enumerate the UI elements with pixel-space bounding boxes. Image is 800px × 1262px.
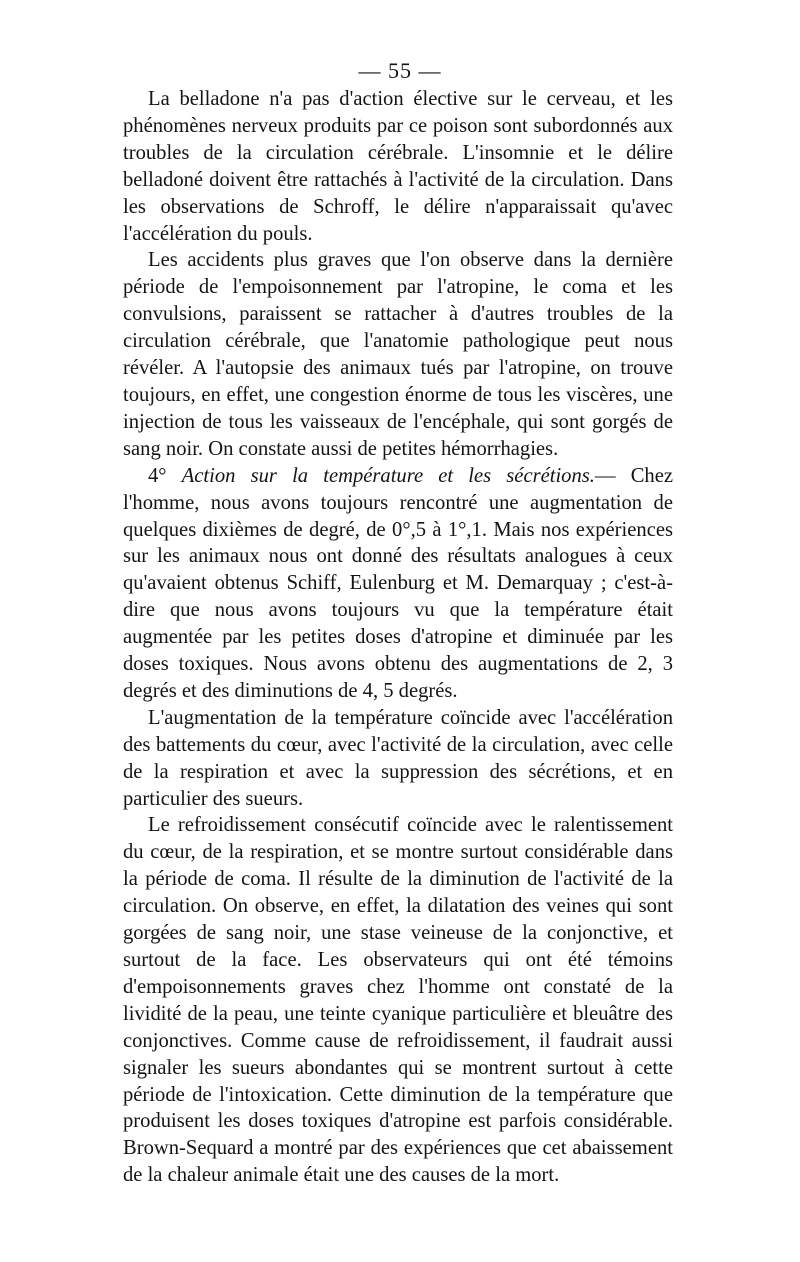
page-number: — 55 — [358, 58, 442, 83]
paragraph-augmentation: L'augmentation de la température coïncide avec l'accélération des battements du cœur, avec l'activité de la circulation, avec celle de la respiration et avec la suppression des sécrétions, et en particulier des sueurs. [123, 706, 673, 810]
section-title: Action sur la température et les sécrétions. [181, 464, 595, 487]
paragraph-temperature [123, 463, 673, 705]
paragraph-accidents: Les accidents plus graves que l'on observe dans la dernière période de l'empoisonnement par l'atropine, le coma et les convulsions, paraissent se rattacher à d'autres troubles de la circulation cérébrale, que l'anatomie pathologique peut nous révéler. A l'autopsie des animaux tués par l'atropine, on trouve toujours, en effet, une congestion énorme de tous les viscères, une injection de tous les vaisseaux de l'encéphale, qui sont gorgés de sang noir. On constate aussi de petites hémorrhagies. [123, 249, 673, 460]
paragraph-refroidissement: Le refroidissement consécutif coïncide avec le ralentissement du cœur, de la respiration, et se montre surtout considérable dans la période de coma. Il résulte de la diminution de l'activité de la circulation. On observe, en effet, la dilatation des veines qui sont gorgées de sang noir, une stase veineuse de la conjonctive, et surtout de la face. Les observateurs qui ont été témoins d'empoisonnements graves chez l'homme ont constaté de la lividité de la peau, une teinte cyanique particulière et bleuâtre des conjonctives. Comme cause de refroidissement, il faudrait aussi signaler les sueurs abondantes qui se montrent surtout à cette période de l'intoxication. Cette diminution de la température que produisent les doses toxiques d'atropine est parfois considérable. Brown-Sequard a montré par des expériences que cet abaissement de la chaleur animale était une des causes de la mort. [123, 814, 673, 1187]
paragraph-temperature-body: — Chez l'homme, nous avons toujours rencontré une augmentation de quelques dixièmes de degré, de 0°,5 à 1°,1. Mais nos expériences sur les animaux nous ont donné des résultats analogues à ceux qu'avaient obtenus Schiff, Eulenburg et M. Demarquay ; c'est-à-dire que nous avons toujours vu que la température était augmentée par les petites doses d'atropine et diminuée par les doses toxiques. Nous avons obtenu des augmentations de 2, 3 degrés et des diminutions de 4, 5 degrés. [123, 464, 674, 702]
paragraph-belladone: La belladone n'a pas d'action élective sur le cerveau, et les phénomènes nerveux produits par ce poison sont subordonnés aux troubles de la circulation cérébrale. L'insomnie et le délire belladoné doivent être rattachés à l'activité de la circulation. Dans les observations de Schroff, le délire n'apparaissait qu'avec l'accélération du pouls. [123, 88, 673, 245]
body-text [123, 86, 673, 1189]
section-number: 4° [148, 464, 167, 487]
